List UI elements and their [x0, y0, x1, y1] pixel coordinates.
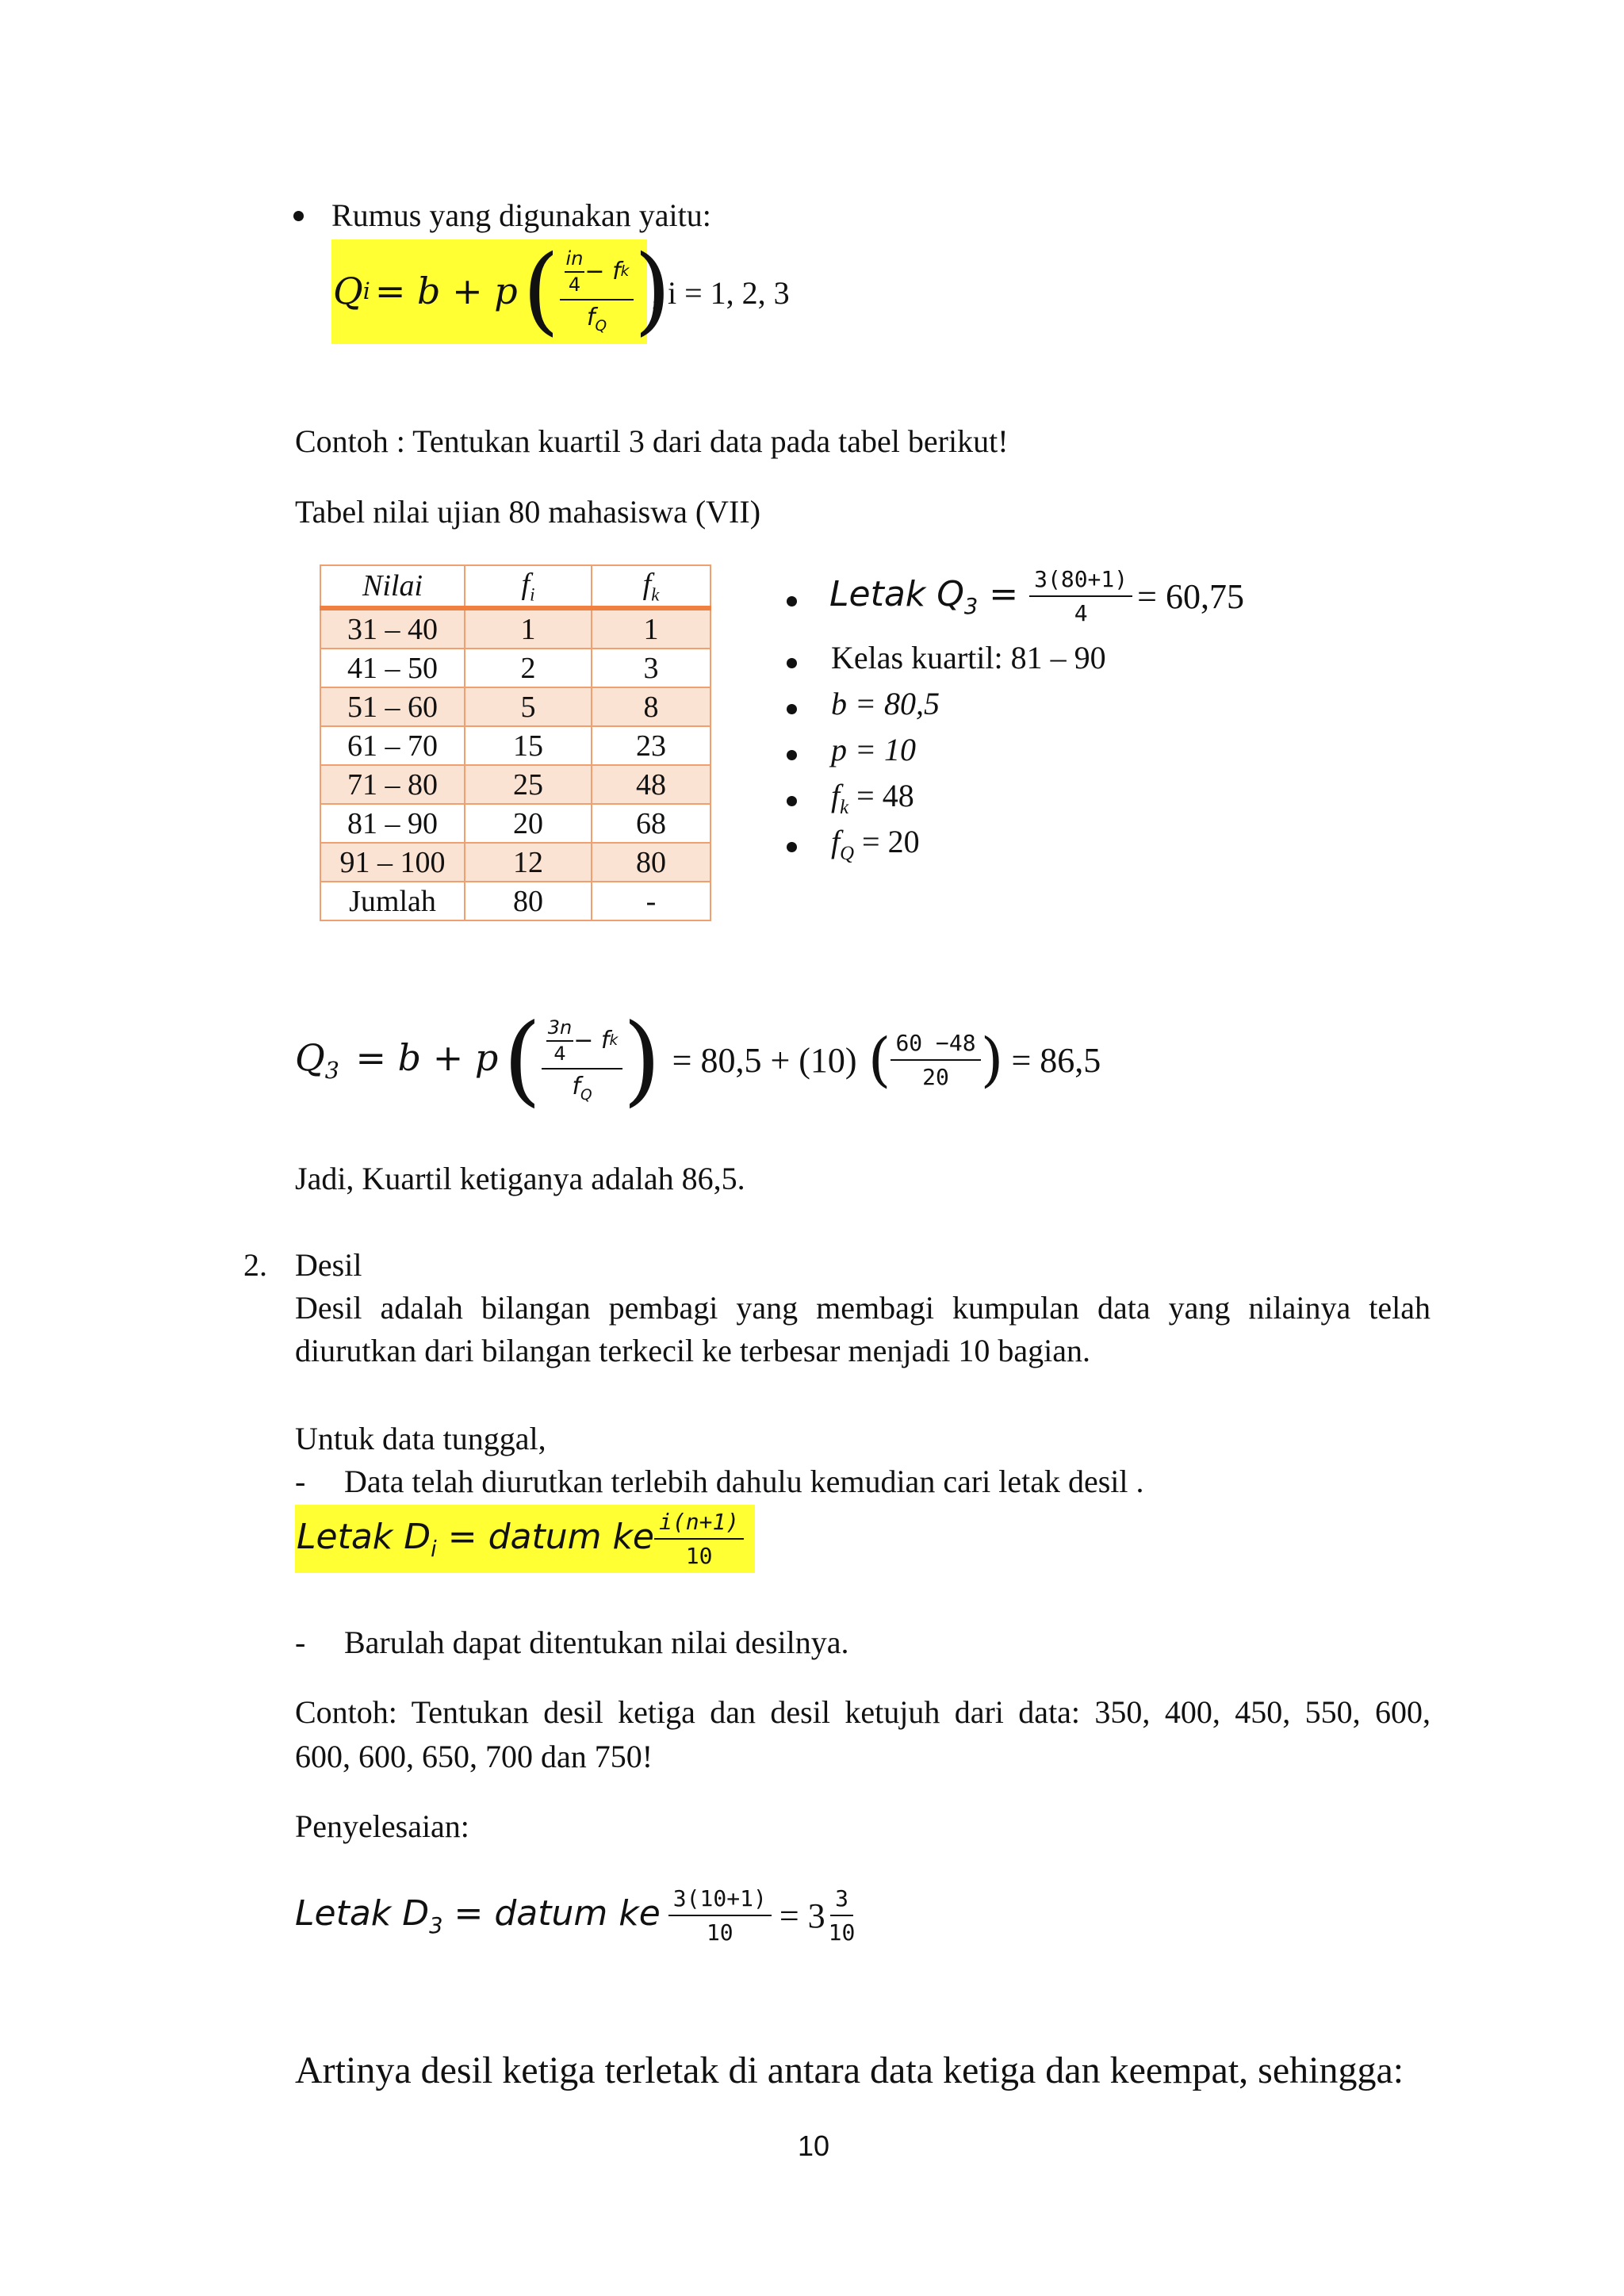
- q3-calculation: $Q_3 = b + p$ ( $\frac{3n}{4}$ − f k $f_Q$ ) = 80,5 + (10) ( $\frac{60 -48}{20}$ ) = 86,5: [295, 1003, 1101, 1117]
- table-cell: 5: [465, 687, 592, 726]
- formula-fq-sub: Q: [595, 318, 607, 335]
- d3-fnum: 3: [830, 1885, 853, 1916]
- formula-eq: = b + p: [374, 270, 518, 312]
- table-cell: 68: [592, 804, 710, 843]
- table-cell: 3: [592, 649, 710, 687]
- table-cell: 15: [465, 726, 592, 765]
- calc-mid: = 80,5 + (10): [672, 1040, 857, 1080]
- calc-q3-sub: 3: [324, 1058, 339, 1085]
- table-cell: -: [592, 882, 710, 920]
- formula-4: 4: [568, 274, 581, 296]
- table-cell: 20: [465, 804, 592, 843]
- d3-label: Letak D: [295, 1892, 430, 1934]
- letak-d3: [295, 1876, 855, 1955]
- desil-formula-label: Letak D: [297, 1516, 431, 1557]
- bullet: [787, 796, 797, 806]
- side-fq-value: = 20: [862, 824, 920, 859]
- header-nilai: Nilai: [320, 565, 465, 608]
- table-cell: 81 – 90: [320, 804, 465, 843]
- d3-den: 10: [706, 1919, 733, 1946]
- calc-eq: = b + p: [343, 1035, 499, 1079]
- formula-q-sub: i: [362, 277, 370, 304]
- table-cell: 1: [465, 608, 592, 649]
- d3-sub: 3: [429, 1913, 443, 1938]
- artinya-text: Artinya desil ketiga terletak di antara data ketiga dan keempat, sehingga:: [295, 2049, 1404, 2091]
- bullet: [293, 211, 304, 221]
- penyelesaian-text: Penyelesaian:: [295, 1808, 469, 1844]
- letak-q3-label: Letak Q: [829, 573, 964, 614]
- calc-fq-sub: Q: [580, 1087, 592, 1104]
- step2-text: Barulah dapat ditentukan nilai desilnya.: [344, 1624, 849, 1660]
- conclusion-text: Jadi, Kuartil ketiganya adalah 86,5.: [295, 1161, 745, 1196]
- bullet: [787, 842, 797, 852]
- d3-fden: 10: [828, 1919, 856, 1946]
- table-cell: 91 – 100: [320, 843, 465, 882]
- formula-fq: f: [586, 304, 596, 331]
- score-table: [320, 564, 711, 921]
- side-fk: $f_k = 48$: [831, 778, 914, 818]
- table-cell: 48: [592, 765, 710, 804]
- calc-num2: 60 −48: [891, 1030, 980, 1061]
- step1-text: Data telah diurutkan terlebih dahulu kemudian cari letak desil .: [344, 1464, 1144, 1499]
- table-cell: 31 – 40: [320, 608, 465, 649]
- formula-in: in: [565, 247, 585, 273]
- header-fk: $f_k$: [592, 565, 710, 608]
- letak-q3-num: 3(80+1): [1029, 566, 1132, 597]
- calc-den2: 20: [922, 1064, 949, 1090]
- calc-3n: 3n: [546, 1016, 573, 1042]
- side-fk-value: = 48: [856, 778, 914, 813]
- rumus-intro: Rumus yang digunakan yaitu:: [331, 197, 711, 233]
- section-number: 2.: [243, 1247, 267, 1283]
- table-cell: 1: [592, 608, 710, 649]
- example-text: Contoh : Tentukan kuartil 3 dari data pada tabel berikut!: [295, 423, 1009, 459]
- kelas-kuartil: Kelas kuartil: 81 – 90: [831, 640, 1106, 675]
- side-p: p = 10: [831, 732, 916, 767]
- header-fi: $f_i$: [465, 565, 592, 608]
- table-cell: 71 – 80: [320, 765, 465, 804]
- letak-q3: [829, 559, 1244, 633]
- letak-q3-sub: 3: [963, 594, 979, 619]
- table-cell: 80: [465, 882, 592, 920]
- table-cell: 12: [465, 843, 592, 882]
- calc-q3: Q: [295, 1035, 325, 1079]
- page-number: 10: [798, 2130, 830, 2162]
- table-cell: 80: [592, 843, 710, 882]
- d3-mid: = datum ke: [442, 1892, 661, 1934]
- example2-line1: Contoh: Tentukan desil ketiga dan desil ketujuh dari data: 350, 400, 450, 550, 600,: [295, 1694, 1431, 1730]
- desil-formula: [297, 1503, 744, 1575]
- bullet: [787, 658, 797, 668]
- table-cell: 51 – 60: [320, 687, 465, 726]
- bullet: [787, 704, 797, 714]
- letak-q3-eq: =: [978, 573, 1019, 614]
- calc-fk-sub: k: [609, 1032, 619, 1049]
- desil-formula-mid: = datum ke: [436, 1516, 655, 1557]
- formula-minus-fk: − f: [584, 258, 621, 285]
- table-caption: Tabel nilai ujian 80 mahasiswa (VII): [295, 494, 761, 530]
- calc-minus-fk: − f: [573, 1027, 610, 1054]
- table-cell: 25: [465, 765, 592, 804]
- d3-num: 3(10+1): [668, 1885, 772, 1916]
- dash: -: [295, 1464, 306, 1499]
- d3-eq: = 3: [779, 1896, 825, 1935]
- formula-q: Q: [333, 270, 363, 312]
- letak-q3-den: 4: [1074, 600, 1088, 626]
- table-cell: 8: [592, 687, 710, 726]
- letak-q3-result: = 60,75: [1137, 576, 1244, 616]
- bullet: [787, 750, 797, 760]
- table-cell: Jumlah: [320, 882, 465, 920]
- desil-formula-sub: i: [431, 1536, 437, 1562]
- example2-line2: 600, 600, 650, 700 dan 750!: [295, 1739, 653, 1774]
- tunggal-text: Untuk data tunggal,: [295, 1421, 546, 1456]
- table-cell: 41 – 50: [320, 649, 465, 687]
- calc-4: 4: [553, 1043, 566, 1065]
- desil-definition-line1: Desil adalah bilangan pembagi yang membagi kumpulan data yang nilainya telah: [295, 1290, 1431, 1326]
- desil-formula-num: i(n+1): [654, 1509, 744, 1540]
- table-cell: 61 – 70: [320, 726, 465, 765]
- side-b: b = 80,5: [831, 686, 940, 721]
- desil-formula-den: 10: [685, 1543, 713, 1569]
- calc-result: = 86,5: [1011, 1040, 1101, 1080]
- dash: -: [295, 1624, 306, 1660]
- formula-tail: , i = 1, 2, 3: [652, 275, 790, 311]
- side-fq: $f_Q = 20$: [831, 824, 920, 864]
- quartile-formula: Q i = b + p ( $\frac{in}{4}$ − f k $f_Q$ ): [333, 235, 672, 346]
- table-cell: 23: [592, 726, 710, 765]
- desil-definition-line2: diurutkan dari bilangan terkecil ke terbesar menjadi 10 bagian.: [295, 1333, 1090, 1368]
- table-cell: 2: [465, 649, 592, 687]
- formula-fk-sub: k: [620, 263, 630, 280]
- bullet: [787, 596, 797, 607]
- section-heading: Desil: [295, 1247, 362, 1283]
- calc-fq: f: [572, 1073, 580, 1100]
